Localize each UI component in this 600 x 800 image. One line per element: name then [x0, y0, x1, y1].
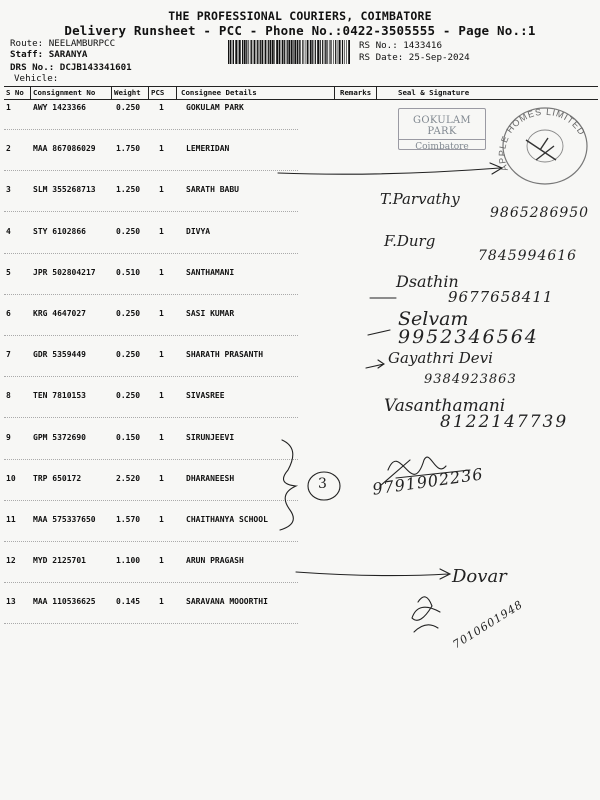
barcode-bar	[335, 40, 336, 64]
barcode-bar	[293, 40, 294, 64]
barcode-bar	[348, 40, 350, 64]
cell-weight: 1.100	[116, 556, 141, 566]
phone-row-8: 8122147739	[440, 412, 569, 432]
cell-pcs: 1	[159, 185, 164, 195]
barcode-bar	[291, 40, 293, 64]
cell-consignee: DIVYA	[186, 226, 211, 236]
signature-row-8: Vasanthamani	[384, 396, 506, 416]
cell-weight: 0.145	[116, 597, 141, 607]
column-header-consignee: Consignee Details	[181, 88, 257, 97]
barcode-bar	[239, 40, 241, 64]
cell-pcs: 1	[159, 473, 164, 483]
barcode-bar	[279, 40, 281, 64]
barcode-bar	[230, 40, 231, 64]
row-separator	[4, 253, 298, 254]
phone-row-6: 9952346564	[398, 326, 539, 348]
cell-consignment-no: GPM 5372690	[33, 432, 86, 442]
cell-pcs: 1	[159, 226, 164, 236]
cell-sno: 5	[6, 267, 11, 277]
barcode	[228, 40, 352, 64]
cell-weight: 0.510	[116, 267, 141, 277]
phone-row-3: 9865286950	[490, 205, 590, 221]
table-row	[4, 515, 598, 556]
barcode-bar	[317, 40, 319, 64]
vehicle-label: Vehicle:	[14, 73, 59, 84]
barcode-bar	[342, 40, 343, 64]
row-separator	[4, 129, 298, 130]
barcode-bar	[326, 40, 327, 64]
cell-consignee: SANTHAMANI	[186, 267, 235, 277]
cell-consignment-no: MAA 867086029	[33, 144, 96, 154]
cell-pcs: 1	[159, 103, 164, 112]
phone-row-7: 9384923863	[424, 372, 517, 387]
table-row	[4, 556, 598, 597]
bracket-count: 3	[318, 476, 327, 492]
cell-consignee: SARATH BABU	[186, 185, 239, 195]
cell-weight: 0.250	[116, 103, 141, 112]
cell-consignee: ARUN PRAGASH	[186, 556, 244, 566]
column-rule	[148, 87, 149, 99]
barcode-bar	[246, 40, 247, 64]
cell-consignment-no: GDR 5359449	[33, 350, 86, 360]
cell-pcs: 1	[159, 350, 164, 360]
column-header-remarks: Remarks	[340, 88, 372, 97]
cell-pcs: 1	[159, 391, 164, 401]
cell-pcs: 1	[159, 515, 164, 524]
barcode-bar	[233, 40, 234, 64]
seal-city: Coimbatore	[399, 139, 485, 152]
signature-row-5: Dsathin	[396, 272, 459, 291]
row-separator	[4, 623, 298, 624]
rs-number: RS No.: 1433416	[359, 40, 442, 51]
column-rule	[176, 87, 177, 99]
cell-consignee: GOKULAM PARK	[186, 103, 244, 112]
signature-row-4: F.Durg	[384, 232, 436, 250]
row-separator	[4, 211, 298, 212]
column-header-consignment: Consignment No	[33, 88, 96, 97]
cell-consignee: SARAVANA MOOORTHI	[186, 597, 268, 607]
phone-row-10: 9791902236	[371, 464, 485, 499]
rs-date: RS Date: 25-Sep-2024	[359, 52, 470, 63]
barcode-bar	[270, 40, 272, 64]
cell-pcs: 1	[159, 556, 164, 566]
row-separator	[4, 335, 298, 336]
barcode-bar	[312, 40, 313, 64]
barcode-bar	[259, 40, 260, 64]
cell-sno: 4	[6, 226, 11, 236]
round-stamp-text: APPLE HOMES LIMITED	[496, 106, 588, 173]
barcode-bar	[257, 40, 258, 64]
column-rule	[111, 87, 112, 99]
barcode-bar	[299, 40, 300, 64]
barcode-bar	[248, 40, 249, 64]
cell-weight: 0.250	[116, 391, 141, 401]
runsheet-subtitle: Delivery Runsheet - PCC - Phone No.:0422-3505555 - Page No.:1	[64, 23, 536, 38]
barcode-bar	[251, 40, 252, 64]
barcode-bar	[305, 40, 306, 64]
cell-consignment-no: MYD 2125701	[33, 556, 86, 566]
cell-consignee: LEMERIDAN	[186, 144, 230, 154]
cell-sno: 9	[6, 432, 11, 442]
barcode-bar	[325, 40, 326, 64]
phone-row-5: 9677658411	[448, 288, 554, 306]
cell-sno: 8	[6, 391, 11, 401]
cell-consignment-no: JPR 502804217	[33, 267, 96, 277]
barcode-bar	[288, 40, 290, 64]
cell-weight: 1.750	[116, 144, 141, 154]
column-rule	[376, 87, 377, 99]
column-header-seal: Seal & Signature	[398, 88, 470, 97]
table-header	[4, 87, 598, 99]
barcode-bar	[338, 40, 339, 64]
barcode-bar	[282, 40, 284, 64]
barcode-bar	[242, 40, 243, 64]
row-separator	[4, 170, 298, 171]
row-separator	[4, 582, 298, 583]
phone-row-4: 7845994616	[478, 248, 578, 264]
barcode-bar	[287, 40, 288, 64]
table-row	[4, 433, 598, 474]
cell-sno: 12	[6, 556, 16, 566]
svg-text:APPLE HOMES LIMITED	[497, 107, 587, 173]
barcode-bar	[268, 40, 269, 64]
cell-weight: 0.150	[116, 432, 141, 442]
row-separator	[4, 541, 298, 542]
cell-sno: 13	[6, 597, 16, 607]
cell-consignee: SIRUNJEEVI	[186, 432, 235, 442]
seal-name: GOKULAM PARK	[413, 115, 471, 137]
cell-weight: 0.250	[116, 350, 141, 360]
column-header-weight: Weight	[114, 88, 141, 97]
barcode-bar	[228, 40, 229, 64]
signature-row-3: T.Parvathy	[380, 190, 460, 208]
row-separator	[4, 459, 298, 460]
cell-consignee: DHARANEESH	[186, 473, 235, 483]
cell-weight: 1.570	[116, 515, 141, 524]
cell-sno: 6	[6, 309, 11, 318]
barcode-bar	[307, 40, 309, 64]
row-separator	[4, 500, 298, 501]
company-title: THE PROFESSIONAL COURIERS, COIMBATORE	[168, 9, 432, 23]
cell-consignment-no: SLM 355268713	[33, 185, 96, 195]
signature-row-6: Selvam	[398, 308, 469, 330]
barcode-bar	[262, 40, 264, 64]
phone-row-13: 7010601948	[450, 597, 526, 652]
row-separator	[4, 417, 298, 418]
cell-weight: 2.520	[116, 473, 141, 483]
cell-sno: 2	[6, 144, 11, 154]
barcode-bar	[315, 40, 316, 64]
barcode-bar	[344, 40, 345, 64]
barcode-bar	[339, 40, 341, 64]
cell-sno: 11	[6, 515, 16, 524]
barcode-bar	[272, 40, 274, 64]
barcode-bar	[250, 40, 251, 64]
barcode-bar	[320, 40, 321, 64]
cell-sno: 1	[6, 103, 11, 112]
signature-row-7: Gayathri Devi	[388, 349, 493, 367]
barcode-bar	[310, 40, 312, 64]
gokulam-park-seal	[398, 108, 486, 150]
barcode-bar	[346, 40, 347, 64]
cell-pcs: 1	[159, 144, 164, 154]
barcode-bar	[297, 40, 298, 64]
drs-label: DRS No.: DCJB143341601	[10, 62, 132, 73]
cell-pcs: 1	[159, 432, 164, 442]
barcode-bar	[232, 40, 233, 64]
cell-consignment-no: MAA 575337650	[33, 515, 96, 524]
row-separator	[4, 294, 298, 295]
column-header-sno: S No	[6, 88, 24, 97]
staff-label: Staff: SARANYA	[10, 49, 88, 60]
header-top-rule	[4, 86, 598, 87]
cell-consignment-no: TEN 7810153	[33, 391, 86, 401]
barcode-bar	[276, 40, 278, 64]
column-rule	[334, 87, 335, 99]
cell-consignment-no: STY 6102866	[33, 226, 86, 236]
cell-pcs: 1	[159, 597, 164, 607]
barcode-bar	[284, 40, 285, 64]
barcode-bar	[238, 40, 239, 64]
barcode-bar	[254, 40, 256, 64]
barcode-bar	[244, 40, 246, 64]
cell-consignment-no: AWY 1423366	[33, 103, 86, 112]
barcode-bar	[265, 40, 267, 64]
cell-weight: 0.250	[116, 226, 141, 236]
cell-weight: 1.250	[116, 185, 141, 195]
row-separator	[4, 376, 298, 377]
cell-consignment-no: MAA 110536625	[33, 597, 96, 607]
cell-sno: 7	[6, 350, 11, 360]
cell-consignee: SASI KUMAR	[186, 309, 235, 318]
signature-row-12: Dovar	[452, 566, 507, 587]
cell-consignment-no: KRG 4647027	[33, 309, 86, 318]
table-row	[4, 474, 598, 515]
barcode-bar	[300, 40, 301, 64]
round-company-stamp	[496, 100, 594, 188]
barcode-bar	[330, 40, 331, 64]
cell-sno: 10	[6, 473, 16, 483]
barcode-bar	[331, 40, 332, 64]
cell-sno: 3	[6, 185, 11, 195]
cell-pcs: 1	[159, 309, 164, 318]
cell-consignee: SIVASREE	[186, 391, 225, 401]
barcode-bar	[294, 40, 296, 64]
barcode-bar	[333, 40, 334, 64]
column-header-pcs: PCS	[151, 88, 165, 97]
cell-consignee: CHAITHANYA SCHOOL	[186, 515, 268, 524]
barcode-bar	[274, 40, 275, 64]
cell-weight: 0.250	[116, 309, 141, 318]
barcode-bar	[235, 40, 237, 64]
barcode-bar	[329, 40, 330, 64]
cell-pcs: 1	[159, 267, 164, 277]
cell-consignment-no: TRP 650172	[33, 473, 82, 483]
barcode-bar	[322, 40, 323, 64]
column-rule	[30, 87, 31, 99]
barcode-bar	[260, 40, 261, 64]
barcode-bar	[302, 40, 303, 64]
route-label: Route: NEELAMBURPCC	[10, 38, 116, 49]
cell-consignee: SHARATH PRASANTH	[186, 350, 264, 360]
